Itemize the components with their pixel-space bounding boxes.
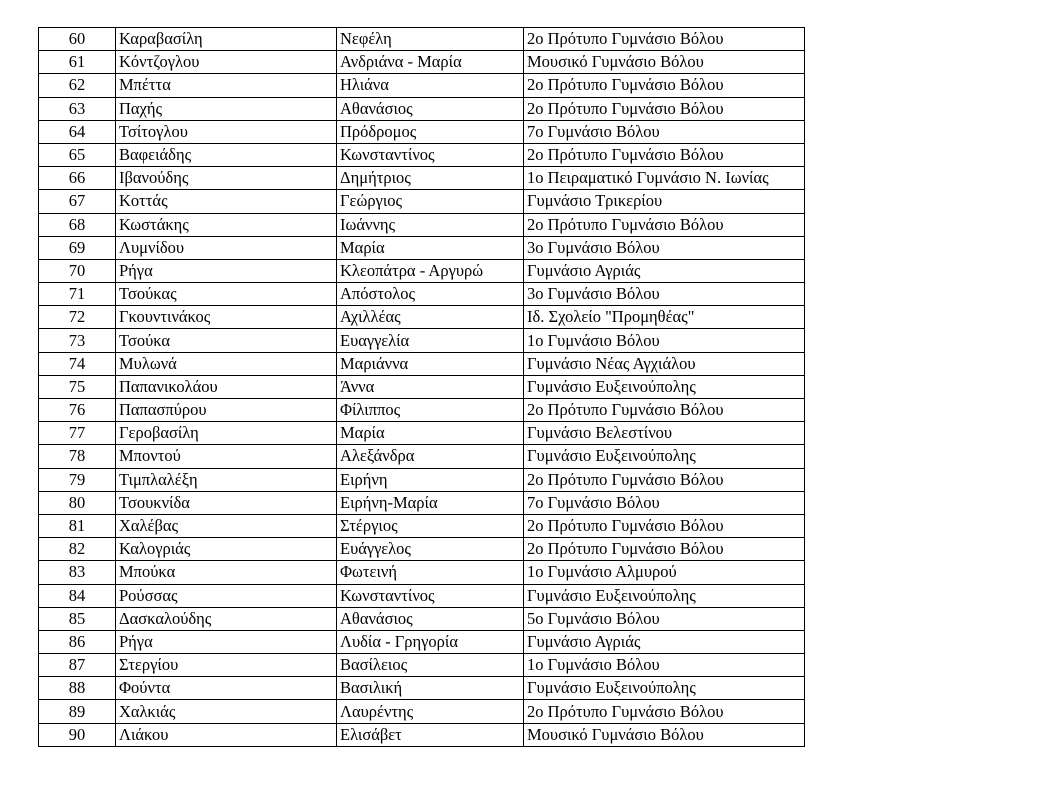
table-row: [39, 607, 805, 630]
first-name-cell: Αθανάσιος: [337, 607, 524, 630]
surname-cell: Τσουκνίδα: [116, 491, 337, 514]
surname-cell: Καλογριάς: [116, 538, 337, 561]
table-row: [39, 259, 805, 282]
surname-cell: Παχής: [116, 97, 337, 120]
row-number-cell: 77: [39, 422, 116, 445]
table-row: [39, 468, 805, 491]
school-cell: 1ο Πειραματικό Γυμνάσιο Ν. Ιωνίας: [524, 167, 805, 190]
school-cell: 2ο Πρότυπο Γυμνάσιο Βόλου: [524, 143, 805, 166]
school-cell: 1ο Γυμνάσιο Βόλου: [524, 654, 805, 677]
surname-cell: Λυμνίδου: [116, 236, 337, 259]
first-name-cell: Ειρήνη: [337, 468, 524, 491]
table-row: [39, 514, 805, 537]
school-cell: Γυμνάσιο Ευξεινούπολης: [524, 375, 805, 398]
first-name-cell: Ελισάβετ: [337, 723, 524, 746]
first-name-cell: Ηλιάνα: [337, 74, 524, 97]
surname-cell: Κοττάς: [116, 190, 337, 213]
school-cell: 2ο Πρότυπο Γυμνάσιο Βόλου: [524, 514, 805, 537]
school-cell: 2ο Πρότυπο Γυμνάσιο Βόλου: [524, 74, 805, 97]
first-name-cell: Φωτεινή: [337, 561, 524, 584]
table-row: [39, 236, 805, 259]
surname-cell: Καραβασίλη: [116, 28, 337, 51]
surname-cell: Μπούκα: [116, 561, 337, 584]
surname-cell: Δασκαλούδης: [116, 607, 337, 630]
table-row: [39, 329, 805, 352]
surname-cell: Ρήγα: [116, 259, 337, 282]
first-name-cell: Δημήτριος: [337, 167, 524, 190]
table-row: [39, 283, 805, 306]
surname-cell: Ιβανούδης: [116, 167, 337, 190]
first-name-cell: Μαριάννα: [337, 352, 524, 375]
school-cell: 2ο Πρότυπο Γυμνάσιο Βόλου: [524, 213, 805, 236]
row-number-cell: 88: [39, 677, 116, 700]
school-cell: 3ο Γυμνάσιο Βόλου: [524, 236, 805, 259]
surname-cell: Τιμπλαλέξη: [116, 468, 337, 491]
school-cell: Γυμνάσιο Ευξεινούπολης: [524, 445, 805, 468]
school-cell: Μουσικό Γυμνάσιο Βόλου: [524, 51, 805, 74]
first-name-cell: Πρόδρομος: [337, 120, 524, 143]
table-row: [39, 306, 805, 329]
table-row: [39, 538, 805, 561]
table-row: [39, 700, 805, 723]
first-name-cell: Μαρία: [337, 422, 524, 445]
row-number-cell: 83: [39, 561, 116, 584]
school-cell: Γυμνάσιο Αγριάς: [524, 259, 805, 282]
surname-cell: Χαλέβας: [116, 514, 337, 537]
first-name-cell: Ευάγγελος: [337, 538, 524, 561]
school-cell: Γυμνάσιο Νέας Αγχιάλου: [524, 352, 805, 375]
school-cell: Γυμνάσιο Βελεστίνου: [524, 422, 805, 445]
table-row: [39, 445, 805, 468]
row-number-cell: 60: [39, 28, 116, 51]
first-name-cell: Γεώργιος: [337, 190, 524, 213]
table-row: [39, 352, 805, 375]
first-name-cell: Μαρία: [337, 236, 524, 259]
student-roster-table: [38, 27, 805, 747]
row-number-cell: 68: [39, 213, 116, 236]
table-row: [39, 120, 805, 143]
table-row: [39, 723, 805, 746]
row-number-cell: 71: [39, 283, 116, 306]
surname-cell: Κωστάκης: [116, 213, 337, 236]
table-row: [39, 654, 805, 677]
surname-cell: Παπασπύρου: [116, 399, 337, 422]
school-cell: 2ο Πρότυπο Γυμνάσιο Βόλου: [524, 468, 805, 491]
row-number-cell: 70: [39, 259, 116, 282]
row-number-cell: 75: [39, 375, 116, 398]
row-number-cell: 74: [39, 352, 116, 375]
table-row: [39, 677, 805, 700]
row-number-cell: 85: [39, 607, 116, 630]
first-name-cell: Νεφέλη: [337, 28, 524, 51]
school-cell: Γυμνάσιο Ευξεινούπολης: [524, 584, 805, 607]
row-number-cell: 66: [39, 167, 116, 190]
surname-cell: Μποντού: [116, 445, 337, 468]
surname-cell: Τσίτογλου: [116, 120, 337, 143]
row-number-cell: 76: [39, 399, 116, 422]
table-row: [39, 143, 805, 166]
table-row: [39, 422, 805, 445]
surname-cell: Τσούκα: [116, 329, 337, 352]
first-name-cell: Αθανάσιος: [337, 97, 524, 120]
surname-cell: Φούντα: [116, 677, 337, 700]
row-number-cell: 72: [39, 306, 116, 329]
table-row: [39, 561, 805, 584]
school-cell: Γυμνάσιο Αγριάς: [524, 630, 805, 653]
table-row: [39, 213, 805, 236]
table-row: [39, 375, 805, 398]
school-cell: 1ο Γυμνάσιο Βόλου: [524, 329, 805, 352]
row-number-cell: 65: [39, 143, 116, 166]
school-cell: 1ο Γυμνάσιο Αλμυρού: [524, 561, 805, 584]
surname-cell: Γεροβασίλη: [116, 422, 337, 445]
row-number-cell: 62: [39, 74, 116, 97]
row-number-cell: 67: [39, 190, 116, 213]
surname-cell: Τσούκας: [116, 283, 337, 306]
table-row: [39, 630, 805, 653]
row-number-cell: 87: [39, 654, 116, 677]
row-number-cell: 61: [39, 51, 116, 74]
school-cell: 2ο Πρότυπο Γυμνάσιο Βόλου: [524, 97, 805, 120]
school-cell: Ιδ. Σχολείο "Προμηθέας": [524, 306, 805, 329]
first-name-cell: Ανδριάνα - Μαρία: [337, 51, 524, 74]
row-number-cell: 63: [39, 97, 116, 120]
first-name-cell: Ειρήνη-Μαρία: [337, 491, 524, 514]
first-name-cell: Αλεξάνδρα: [337, 445, 524, 468]
school-cell: 5ο Γυμνάσιο Βόλου: [524, 607, 805, 630]
row-number-cell: 81: [39, 514, 116, 537]
school-cell: 7ο Γυμνάσιο Βόλου: [524, 491, 805, 514]
first-name-cell: Βασίλειος: [337, 654, 524, 677]
table-row: [39, 167, 805, 190]
school-cell: Γυμνάσιο Τρικερίου: [524, 190, 805, 213]
school-cell: 2ο Πρότυπο Γυμνάσιο Βόλου: [524, 399, 805, 422]
row-number-cell: 86: [39, 630, 116, 653]
table-row: [39, 584, 805, 607]
surname-cell: Χαλκιάς: [116, 700, 337, 723]
row-number-cell: 89: [39, 700, 116, 723]
row-number-cell: 78: [39, 445, 116, 468]
row-number-cell: 82: [39, 538, 116, 561]
first-name-cell: Λαυρέντης: [337, 700, 524, 723]
first-name-cell: Στέργιος: [337, 514, 524, 537]
school-cell: 3ο Γυμνάσιο Βόλου: [524, 283, 805, 306]
surname-cell: Βαφειάδης: [116, 143, 337, 166]
table-row: [39, 190, 805, 213]
table-row: [39, 97, 805, 120]
row-number-cell: 69: [39, 236, 116, 259]
row-number-cell: 79: [39, 468, 116, 491]
surname-cell: Μυλωνά: [116, 352, 337, 375]
table-row: [39, 491, 805, 514]
row-number-cell: 73: [39, 329, 116, 352]
school-cell: Μουσικό Γυμνάσιο Βόλου: [524, 723, 805, 746]
surname-cell: Γκουντινάκος: [116, 306, 337, 329]
first-name-cell: Φίλιππος: [337, 399, 524, 422]
surname-cell: Λιάκου: [116, 723, 337, 746]
first-name-cell: Βασιλική: [337, 677, 524, 700]
surname-cell: Παπανικολάου: [116, 375, 337, 398]
first-name-cell: Κωνσταντίνος: [337, 143, 524, 166]
school-cell: 7ο Γυμνάσιο Βόλου: [524, 120, 805, 143]
first-name-cell: Κωνσταντίνος: [337, 584, 524, 607]
school-cell: Γυμνάσιο Ευξεινούπολης: [524, 677, 805, 700]
first-name-cell: Άννα: [337, 375, 524, 398]
surname-cell: Μπέττα: [116, 74, 337, 97]
first-name-cell: Αχιλλέας: [337, 306, 524, 329]
table-row: [39, 51, 805, 74]
first-name-cell: Κλεοπάτρα - Αργυρώ: [337, 259, 524, 282]
school-cell: 2ο Πρότυπο Γυμνάσιο Βόλου: [524, 538, 805, 561]
row-number-cell: 90: [39, 723, 116, 746]
surname-cell: Κόντζογλου: [116, 51, 337, 74]
table-row: [39, 399, 805, 422]
row-number-cell: 84: [39, 584, 116, 607]
first-name-cell: Ιωάννης: [337, 213, 524, 236]
school-cell: 2ο Πρότυπο Γυμνάσιο Βόλου: [524, 700, 805, 723]
roster-body: [39, 28, 805, 747]
school-cell: 2ο Πρότυπο Γυμνάσιο Βόλου: [524, 28, 805, 51]
table-row: [39, 74, 805, 97]
surname-cell: Στεργίου: [116, 654, 337, 677]
surname-cell: Ρήγα: [116, 630, 337, 653]
table-row: [39, 28, 805, 51]
first-name-cell: Ευαγγελία: [337, 329, 524, 352]
row-number-cell: 80: [39, 491, 116, 514]
first-name-cell: Λυδία - Γρηγορία: [337, 630, 524, 653]
first-name-cell: Απόστολος: [337, 283, 524, 306]
row-number-cell: 64: [39, 120, 116, 143]
surname-cell: Ρούσσας: [116, 584, 337, 607]
